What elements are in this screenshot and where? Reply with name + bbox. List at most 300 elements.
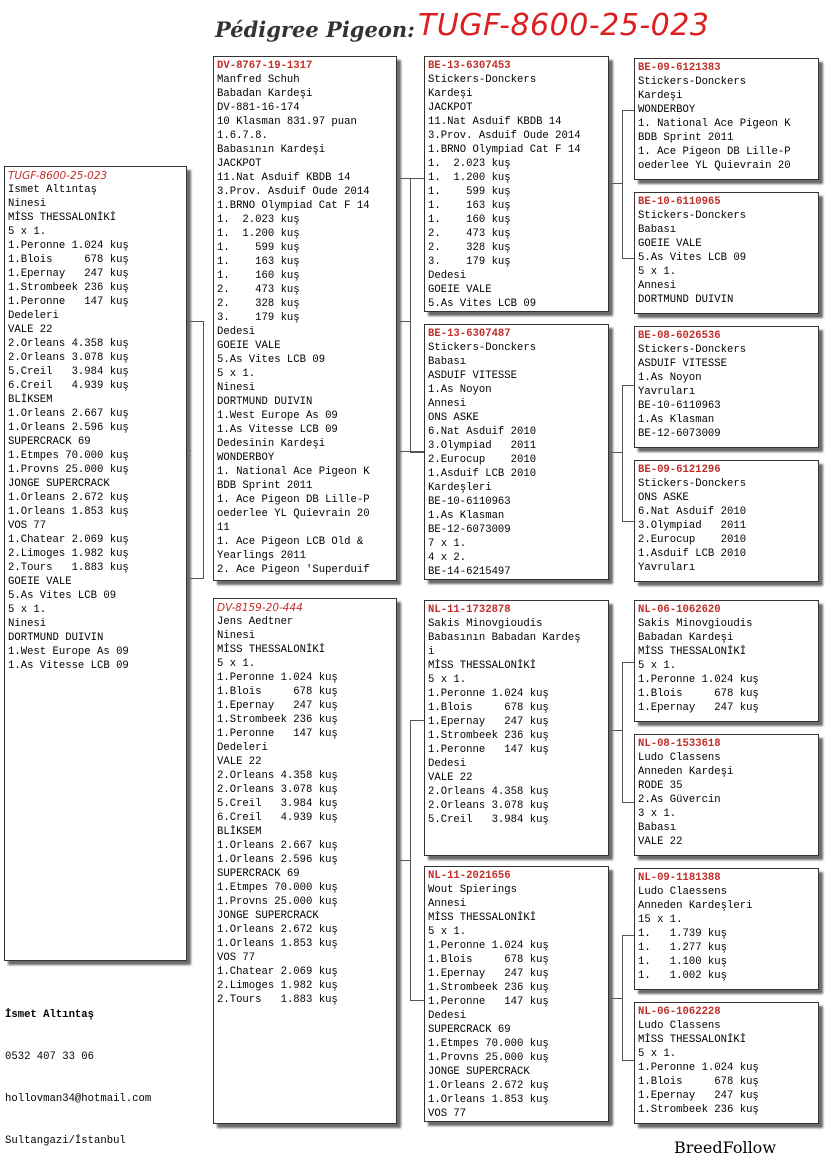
detail-line: 1. Ace Pigeon DB Lille-P <box>217 494 370 506</box>
detail-line: BE-10-6110963 <box>638 400 721 412</box>
detail-line: 5 x 1. <box>638 1048 677 1060</box>
detail-line: 6.Nat Asduif 2010 <box>428 426 537 438</box>
detail-line: ONS ASKE <box>638 492 689 504</box>
detail-line: 6.Nat Asduif 2010 <box>638 506 747 518</box>
detail-line: 2.Orleans 4.358 kuş <box>428 786 549 798</box>
detail-line: BDB Sprint 2011 <box>638 132 734 144</box>
detail-line: 1.Epernay 247 kuş <box>638 1090 759 1102</box>
detail-line: 1.As Vitesse LCB 09 <box>217 424 338 436</box>
connector-sd-bottom <box>622 521 634 522</box>
detail-line: VOS 77 <box>428 1108 467 1120</box>
detail-line: 1.Asduif LCB 2010 <box>638 548 747 560</box>
detail-line: 1.Strombeek 236 kuş <box>428 730 549 742</box>
detail-line: Dedesi <box>428 758 467 770</box>
pigeon-card-dds[interactable] <box>634 868 819 990</box>
pedigree-details <box>638 209 818 307</box>
detail-line: 1.Blois 678 kuş <box>428 954 549 966</box>
pigeon-card-sire[interactable] <box>213 56 397 581</box>
detail-line: WONDERBOY <box>638 104 696 116</box>
detail-line: 11.Nat Asduif KBDB 14 <box>217 172 351 184</box>
detail-line: 3. 179 kuş <box>217 312 300 324</box>
detail-line: GOEIE VALE <box>638 238 702 250</box>
connector-dam-vertical <box>410 720 411 1000</box>
detail-line: 1.Strombeek 236 kuş <box>428 982 549 994</box>
detail-line: Ismet Altıntaş <box>8 184 98 196</box>
connector-dam-bottom <box>410 1000 424 1001</box>
detail-line: Babası <box>428 356 467 368</box>
detail-line: BE-14-6215497 <box>428 566 511 578</box>
detail-line: VALE 22 <box>638 836 683 848</box>
detail-line: 1.West Europe As 09 <box>8 646 129 658</box>
title-ring-number: TUGF-8600-25-023 <box>418 8 710 43</box>
detail-line: 1.As Noyon <box>428 384 492 396</box>
detail-line: 5.As Vites LCB 09 <box>638 252 747 264</box>
detail-line: 1.Orleans 1.853 kuş <box>217 938 338 950</box>
detail-line: MİSS THESSALONİKİ <box>638 646 747 658</box>
pigeon-card-dam-dam[interactable] <box>424 866 609 1122</box>
detail-line: 1.Chatear 2.069 kuş <box>217 966 338 978</box>
detail-line: 1.6.7.8. <box>217 130 268 142</box>
detail-line: GOEIE VALE <box>8 576 72 588</box>
detail-line: 1.Epernay 247 kuş <box>428 968 549 980</box>
owner-name: İsmet Altıntaş <box>5 1009 95 1021</box>
ring-number: NL-06-1062228 <box>638 1006 721 1018</box>
ring-number: BE-09-6121383 <box>638 62 721 74</box>
detail-line: 1.Peronne 147 kuş <box>428 996 549 1008</box>
connector-sire <box>400 178 424 452</box>
detail-line: Kardeşi <box>638 90 683 102</box>
detail-line: Dedesi <box>217 326 256 338</box>
pedigree-details <box>638 617 818 715</box>
detail-line: Stickers-Donckers <box>638 210 747 222</box>
detail-line: Babası <box>638 822 677 834</box>
detail-line: VOS 77 <box>217 952 256 964</box>
detail-line: 1. National Ace Pigeon K <box>217 466 370 478</box>
detail-line: GOEIE VALE <box>217 340 281 352</box>
detail-line: 2.Limoges 1.982 kuş <box>217 980 338 992</box>
detail-line: 1.Peronne 1.024 kuş <box>428 940 549 952</box>
detail-line: Ninesi <box>8 198 47 210</box>
detail-line: 1. 599 kuş <box>217 242 300 254</box>
detail-line: JONGE SUPERCRACK <box>8 478 110 490</box>
detail-line: Ludo Classens <box>638 1020 721 1032</box>
detail-line: Dedesi <box>428 270 467 282</box>
detail-line: 2.Orleans 4.358 kuş <box>217 770 338 782</box>
detail-line: 3.Olympiad 2011 <box>638 520 747 532</box>
detail-line: 5 x 1. <box>8 604 47 616</box>
detail-line: 1. Ace Pigeon DB Lille-P <box>638 146 791 158</box>
detail-line: 2. 473 kuş <box>217 284 300 296</box>
detail-line: 1.Strombeek 236 kuş <box>8 282 129 294</box>
pedigree-details <box>638 477 818 575</box>
detail-line: DORTMUND DUIVIN <box>8 632 104 644</box>
ring-number: NL-06-1062620 <box>638 604 721 616</box>
connector-ds-bottom <box>622 802 634 803</box>
connector-sd-vertical <box>622 385 623 521</box>
detail-line: 3.Olympiad 2011 <box>428 440 537 452</box>
detail-line: 3. 179 kuş <box>428 256 511 268</box>
pedigree-details <box>8 183 186 673</box>
pigeon-card-subject[interactable] <box>4 166 187 961</box>
detail-line: Babası <box>638 224 677 236</box>
owner-phone: 0532 407 33 06 <box>5 1051 95 1063</box>
detail-line: 3.Prov. Asduif Oude 2014 <box>428 130 581 142</box>
detail-line: 5.As Vites LCB 09 <box>217 354 326 366</box>
detail-line: 1. 160 kuş <box>428 214 511 226</box>
pedigree-details <box>638 75 818 173</box>
detail-line: DORTMUND DUIVIN <box>217 396 313 408</box>
detail-line: Jens Aedtner <box>217 616 294 628</box>
pedigree-details <box>217 615 396 1007</box>
detail-line: 1. 1.100 kuş <box>638 956 728 968</box>
detail-line: 1.Peronne 1.024 kuş <box>638 1062 759 1074</box>
detail-line: 1.Epernay 247 kuş <box>428 716 549 728</box>
detail-line: 5.Creil 3.984 kuş <box>217 798 338 810</box>
detail-line: Kardeşleri <box>428 482 492 494</box>
detail-line: RODE 35 <box>638 780 683 792</box>
detail-line: Yearlings 2011 <box>217 550 307 562</box>
detail-line: 5 x 1. <box>638 660 677 672</box>
detail-line: 1. 1.277 kuş <box>638 942 728 954</box>
ring-number: BE-13-6307453 <box>428 60 511 72</box>
detail-line: 1.Peronne 1.024 kuş <box>428 688 549 700</box>
detail-line: Ninesi <box>217 382 256 394</box>
detail-line: 1.Orleans 2.672 kuş <box>428 1080 549 1092</box>
detail-line: 1.Epernay 247 kuş <box>8 268 129 280</box>
detail-line: 1.Blois 678 kuş <box>217 686 338 698</box>
detail-line: 1.Peronne 1.024 kuş <box>638 674 759 686</box>
detail-line: 5 x 1. <box>217 368 256 380</box>
ring-number: BE-09-6121296 <box>638 464 721 476</box>
connector-dd-bottom <box>622 1060 634 1061</box>
detail-line: 1.Provns 25.000 kuş <box>8 464 129 476</box>
pigeon-card-sds[interactable] <box>634 326 819 448</box>
connector-ds-top <box>622 662 634 663</box>
pigeon-card-sire-dam[interactable] <box>424 324 609 580</box>
connector-sire-bottom <box>410 452 424 453</box>
detail-line: 1.Blois 678 kuş <box>638 688 759 700</box>
detail-line: ASDUIF VITESSE <box>428 370 518 382</box>
detail-line: 1.Orleans 2.596 kuş <box>217 854 338 866</box>
detail-line: 1. National Ace Pigeon K <box>638 118 791 130</box>
connector-sd-top <box>622 385 634 386</box>
detail-line: Yavruları <box>638 386 696 398</box>
detail-line: 1.Strombeek 236 kuş <box>217 714 338 726</box>
detail-line: 1.Orleans 1.853 kuş <box>8 506 129 518</box>
detail-line: ASDUIF VITESSE <box>638 358 728 370</box>
detail-line: 1.Provns 25.000 kuş <box>428 1052 549 1064</box>
connector-ss-bottom <box>622 258 634 259</box>
detail-line: BLİKSEM <box>217 826 262 838</box>
pigeon-card-sss[interactable] <box>634 58 819 180</box>
detail-line: Ludo Classens <box>638 752 721 764</box>
detail-line: BE-12-6073009 <box>638 428 721 440</box>
detail-line: 5 x 1. <box>428 674 467 686</box>
detail-line: Dedeleri <box>8 310 59 322</box>
detail-line: 2.Tours 1.883 kuş <box>8 562 129 574</box>
connector-ss-vertical <box>622 110 623 258</box>
detail-line: 2.Tours 1.883 kuş <box>217 994 338 1006</box>
pedigree-details <box>217 73 396 577</box>
pigeon-card-dsd[interactable] <box>634 734 819 856</box>
detail-line: ONS ASKE <box>428 412 479 424</box>
detail-line: Annesi <box>428 398 467 410</box>
connector-subject <box>190 321 204 579</box>
detail-line: JACKPOT <box>428 102 473 114</box>
ring-number: NL-11-2021656 <box>428 870 511 882</box>
detail-line: GOEIE VALE <box>428 284 492 296</box>
connector-subject-stem <box>190 450 191 451</box>
detail-line: Dedeleri <box>217 742 268 754</box>
detail-line: 2. 328 kuş <box>217 298 300 310</box>
detail-line: 5.Creil 3.984 kuş <box>428 814 549 826</box>
detail-line: VALE 22 <box>428 772 473 784</box>
detail-line: JONGE SUPERCRACK <box>428 1066 530 1078</box>
ring-number: DV-8767-19-1317 <box>217 60 313 72</box>
detail-line: 1.BRNO Olympiad Cat F 14 <box>428 144 581 156</box>
detail-line: 5 x 1. <box>428 926 467 938</box>
detail-line: 6.Creil 4.939 kuş <box>217 812 338 824</box>
detail-line: SUPERCRACK 69 <box>8 436 91 448</box>
owner-address: Sultangazi/İstanbul <box>5 1135 126 1147</box>
detail-line: 2.Orleans 3.078 kuş <box>428 800 549 812</box>
detail-line: 1.Etmpes 70.000 kuş <box>428 1038 549 1050</box>
detail-line: MİSS THESSALONİKİ <box>428 912 537 924</box>
detail-line: 2. 473 kuş <box>428 228 511 240</box>
detail-line: 1.As Klasman <box>638 414 715 426</box>
detail-line: Stickers-Donckers <box>428 74 537 86</box>
detail-line: SUPERCRACK 69 <box>428 1024 511 1036</box>
detail-line: JONGE SUPERCRACK <box>217 910 319 922</box>
detail-line: 2.Limoges 1.982 kuş <box>8 548 129 560</box>
connector-ds-stem <box>612 730 622 731</box>
connector-ss-top <box>622 110 634 111</box>
detail-line: 1.Orleans 1.853 kuş <box>428 1094 549 1106</box>
ring-number: DV-8159-20-444 <box>217 602 303 614</box>
detail-line: 5 x 1. <box>217 658 256 670</box>
pigeon-card-dss[interactable] <box>634 600 819 722</box>
detail-line: 1.Orleans 2.672 kuş <box>8 492 129 504</box>
detail-line: 1.As Noyon <box>638 372 702 384</box>
detail-line: Anneden Kardeşleri <box>638 900 753 912</box>
connector-dd-top <box>622 935 634 936</box>
detail-line: 1.Epernay 247 kuş <box>217 700 338 712</box>
detail-line: SUPERCRACK 69 <box>217 868 300 880</box>
detail-line: Sakis Minovgioudis <box>638 618 753 630</box>
detail-line: 7 x 1. <box>428 538 467 550</box>
pigeon-card-sire-sire[interactable] <box>424 56 609 312</box>
detail-line: Dedesinin Kardeşi <box>217 438 326 450</box>
title-label: Pédigree Pigeon: <box>215 17 415 42</box>
detail-line: 2.Orleans 3.078 kuş <box>217 784 338 796</box>
detail-line: 1. 599 kuş <box>428 186 511 198</box>
detail-line: 15 x 1. <box>638 914 683 926</box>
detail-line: 1.Peronne 1.024 kuş <box>8 240 129 252</box>
ring-number: NL-08-1533618 <box>638 738 721 750</box>
detail-line: Babadan Kardeşi <box>638 632 734 644</box>
detail-line: BDB Sprint 2011 <box>217 480 313 492</box>
detail-line: 1. 1.739 kuş <box>638 928 728 940</box>
detail-line: 1. 160 kuş <box>217 270 300 282</box>
connector-dam-stem <box>400 860 410 861</box>
detail-line: 2.Eurocup 2010 <box>428 454 537 466</box>
pigeon-card-dam-sire[interactable] <box>424 600 609 856</box>
detail-line: 2. 328 kuş <box>428 242 511 254</box>
detail-line: Annesi <box>428 898 467 910</box>
detail-line: 1.As Vitesse LCB 09 <box>8 660 129 672</box>
detail-line: 1. 163 kuş <box>217 256 300 268</box>
detail-line: 2.As Güvercin <box>638 794 721 806</box>
ring-number: BE-10-6110965 <box>638 196 721 208</box>
connector-dd-stem <box>612 998 622 999</box>
detail-line: 5.As Vites LCB 09 <box>8 590 117 602</box>
detail-line: Anneden Kardeşi <box>638 766 734 778</box>
detail-line: VOS 77 <box>8 520 47 532</box>
detail-line: 2.Orleans 4.358 kuş <box>8 338 129 350</box>
detail-line: oederlee YL Quievrain 20 <box>217 508 370 520</box>
detail-line: Dedesi <box>428 1010 467 1022</box>
pedigree-details <box>428 341 608 579</box>
detail-line: Annesi <box>638 280 677 292</box>
detail-line: WONDERBOY <box>217 452 275 464</box>
pedigree-details <box>638 1019 818 1117</box>
detail-line: Stickers-Donckers <box>638 478 747 490</box>
detail-line: 5.Creil 3.984 kuş <box>8 366 129 378</box>
pedigree-details <box>638 751 818 849</box>
pedigree-details <box>638 885 818 983</box>
detail-line: 1.Chatear 2.069 kuş <box>8 534 129 546</box>
detail-line: DORTMUND DUIVIN <box>638 294 734 306</box>
detail-line: 2. Ace Pigeon 'Superduif <box>217 564 370 576</box>
detail-line: BE-10-6110963 <box>428 496 511 508</box>
detail-line: Wout Spierings <box>428 884 518 896</box>
connector-dam-top <box>410 720 424 721</box>
detail-line: 1.Strombeek 236 kuş <box>638 1104 759 1116</box>
detail-line: 1.Orleans 2.667 kuş <box>8 408 129 420</box>
detail-line: 1.Peronne 147 kuş <box>8 296 129 308</box>
detail-line: Yavruları <box>638 562 696 574</box>
detail-line: 1.BRNO Olympiad Cat F 14 <box>217 200 370 212</box>
detail-line: DV-881-16-174 <box>217 102 300 114</box>
connector-sire-stem <box>400 321 410 322</box>
connector-ds-vertical <box>622 662 623 802</box>
detail-line: 1.Peronne 147 kuş <box>217 728 338 740</box>
detail-line: Babadan Kardeşi <box>217 88 313 100</box>
detail-line: 1. 163 kuş <box>428 200 511 212</box>
detail-line: 1. 1.002 kuş <box>638 970 728 982</box>
detail-line: 1.As Klasman <box>428 510 505 522</box>
detail-line: 3 x 1. <box>638 808 677 820</box>
detail-line: MİSS THESSALONİKİ <box>8 212 117 224</box>
ring-number: NL-11-1732878 <box>428 604 511 616</box>
pedigree-details <box>428 73 608 311</box>
ring-number: NL-09-1181388 <box>638 872 721 884</box>
detail-line: 1.Peronne 1.024 kuş <box>217 672 338 684</box>
detail-line: 2.Orleans 3.078 kuş <box>8 352 129 364</box>
detail-line: 5 x 1. <box>8 226 47 238</box>
pigeon-card-ddd[interactable] <box>634 1002 819 1124</box>
detail-line: Ninesi <box>217 630 256 642</box>
detail-line: 1.Asduif LCB 2010 <box>428 468 537 480</box>
detail-line: 1. Ace Pigeon LCB Old & <box>217 536 364 548</box>
detail-line: MİSS THESSALONİKİ <box>428 660 537 672</box>
detail-line: 2.Eurocup 2010 <box>638 534 747 546</box>
detail-line: 1.West Europe As 09 <box>217 410 338 422</box>
connector-sd-stem <box>612 452 622 453</box>
detail-line: Ninesi <box>8 618 47 630</box>
detail-line: BLİKSEM <box>8 394 53 406</box>
pedigree-details <box>638 343 818 441</box>
detail-line: 1. 1.200 kuş <box>428 172 511 184</box>
detail-line: Ludo Claessens <box>638 886 728 898</box>
detail-line: 4 x 2. <box>428 552 467 564</box>
connector-ss-stem <box>612 183 622 184</box>
ring-number: TUGF-8600-25-023 <box>8 170 108 182</box>
detail-line: MİSS THESSALONİKİ <box>217 644 326 656</box>
detail-line: Stickers-Donckers <box>428 342 537 354</box>
detail-line: i <box>428 646 435 658</box>
connector-sire-top <box>410 178 424 179</box>
ring-number: BE-13-6307487 <box>428 328 511 340</box>
detail-line: 1.Orleans 2.596 kuş <box>8 422 129 434</box>
detail-line: 1. 2.023 kuş <box>428 158 511 170</box>
detail-line: Babasının Kardeşi <box>217 144 326 156</box>
detail-line: Kardeşi <box>428 88 473 100</box>
detail-line: 6.Creil 4.939 kuş <box>8 380 129 392</box>
detail-line: VALE 22 <box>8 324 53 336</box>
connector-sire-vertical <box>410 178 411 452</box>
detail-line: BE-12-6073009 <box>428 524 511 536</box>
detail-line: 11 <box>217 522 230 534</box>
pigeon-card-sdd[interactable] <box>634 460 819 582</box>
detail-line: 1.Epernay 247 kuş <box>638 702 759 714</box>
detail-line: Stickers-Donckers <box>638 344 747 356</box>
detail-line: MİSS THESSALONİKİ <box>638 1034 747 1046</box>
pigeon-card-ssd[interactable] <box>634 192 819 314</box>
detail-line: 3.Prov. Asduif Oude 2014 <box>217 186 370 198</box>
detail-line: VALE 22 <box>217 756 262 768</box>
pedigree-details <box>428 883 608 1121</box>
owner-contact <box>5 980 151 1162</box>
detail-line: 1.Blois 678 kuş <box>428 702 549 714</box>
detail-line: Manfred Schuh <box>217 74 300 86</box>
detail-line: oederlee YL Quievrain 20 <box>638 160 791 172</box>
detail-line: 5.As Vites LCB 09 <box>428 298 537 310</box>
detail-line: JACKPOT <box>217 158 262 170</box>
detail-line: 1.Blois 678 kuş <box>8 254 129 266</box>
connector-dd-vertical <box>622 935 623 1060</box>
detail-line: Sakis Minovgioudis <box>428 618 543 630</box>
detail-line: 1.Provns 25.000 kuş <box>217 896 338 908</box>
owner-email[interactable]: hollovman34@hotmail.com <box>5 1093 152 1105</box>
detail-line: 1.Peronne 147 kuş <box>428 744 549 756</box>
pedigree-details <box>428 617 608 827</box>
pigeon-card-dam[interactable] <box>213 598 397 1124</box>
detail-line: 11.Nat Asduif KBDB 14 <box>428 116 562 128</box>
detail-line: 1. 2.023 kuş <box>217 214 300 226</box>
ring-number: BE-08-6026536 <box>638 330 721 342</box>
detail-line: 1.Etmpes 70.000 kuş <box>217 882 338 894</box>
detail-line: 1.Orleans 2.672 kuş <box>217 924 338 936</box>
detail-line: Stickers-Donckers <box>638 76 747 88</box>
detail-line: 1.Blois 678 kuş <box>638 1076 759 1088</box>
brand-logo-text: BreedFollow <box>674 1138 777 1157</box>
detail-line: 5 x 1. <box>638 266 677 278</box>
detail-line: 10 Klasman 831.97 puan <box>217 116 357 128</box>
detail-line: 1.Orleans 2.667 kuş <box>217 840 338 852</box>
detail-line: 1. 1.200 kuş <box>217 228 300 240</box>
detail-line: Babasının Babadan Kardeş <box>428 632 581 644</box>
